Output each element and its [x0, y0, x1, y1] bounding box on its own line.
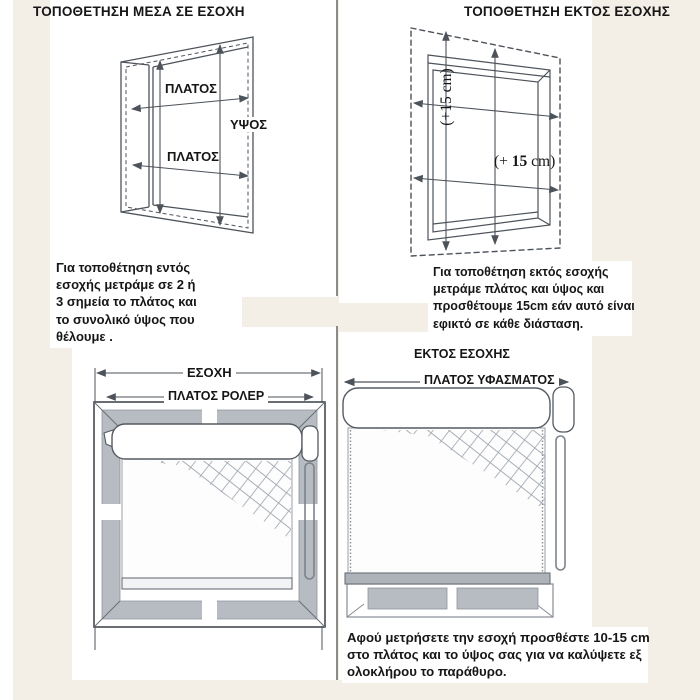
recess-width-label: ΕΣΟΧΗ: [183, 365, 236, 380]
caption-line: θέλουμε .: [56, 328, 113, 344]
caption-line: στο πλάτος και το ύψος σας για να καλύψετε εξ: [347, 647, 642, 663]
caption-line: Για τοποθέτηση εντός: [56, 260, 191, 275]
vertical-divider-bottom: [336, 326, 338, 680]
caption-line: το συνολικό ύψος που: [56, 311, 195, 327]
title-inside-recess: ΤΟΠΟΘΕΤΗΣΗ ΜΕΣΑ ΣΕ ΕΣΟΧΗ: [33, 4, 245, 19]
roller-width-label: ΠΛΑΤΟΣ ΡΟΛΕΡ: [164, 389, 268, 403]
caption-line: Για τοποθέτηση εκτός εσοχής: [433, 265, 609, 279]
caption-line: μετράμε πλάτος και ύψος και: [433, 282, 605, 297]
caption-line: προσθέτουμε 15cm εάν αυτό είναι: [433, 299, 635, 314]
width-label-bottom: ΠΛΑΤΟΣ: [167, 149, 219, 164]
caption-line: εσοχής μετράμε σε 2 ή: [56, 277, 196, 293]
vertical-divider-top: [336, 0, 338, 296]
plus15-number: 15: [511, 153, 528, 170]
title-outside-recess: ΤΟΠΟΘΕΤΗΣΗ ΕΚΤΟΣ ΕΣΟΧΗΣ: [464, 4, 671, 19]
plus15-horizontal-label: [494, 153, 555, 171]
caption-line: 3 σημεία το πλάτος και: [56, 294, 197, 310]
caption-line: ολοκλήρου το παράθυρο.: [347, 664, 507, 680]
plus15-vertical-label: (+15 cm): [438, 68, 455, 126]
caption-line: εφικτό σε κάθε διάσταση.: [433, 316, 584, 331]
outside-recess-subtitle: ΕΚΤΟΣ ΕΣΟΧΗΣ: [414, 347, 510, 361]
inside-recess-window-diagram: [90, 25, 300, 255]
caption-bottom: [342, 627, 648, 683]
height-label: ΥΨΟΣ: [226, 117, 271, 132]
plus15-prefix: (+: [494, 153, 508, 170]
fabric-width-label: ΠΛΑΤΟΣ ΥΦΑΣΜΑΤΟΣ: [420, 373, 559, 387]
blind-outside-recess-diagram: [340, 370, 580, 620]
blind-in-recess-diagram: [85, 360, 332, 660]
caption-inside-recess: [50, 256, 242, 348]
caption-line: Αφού μετρήσετε την εσοχή προσθέστε 10-15 cm: [347, 630, 650, 645]
left-edge-strip: [0, 0, 13, 700]
width-label-top: ΠΛΑΤΟΣ: [165, 81, 217, 96]
outside-recess-window-diagram: [400, 18, 595, 262]
plus15-suffix: cm): [531, 153, 556, 170]
caption-outside-recess: [428, 261, 635, 336]
